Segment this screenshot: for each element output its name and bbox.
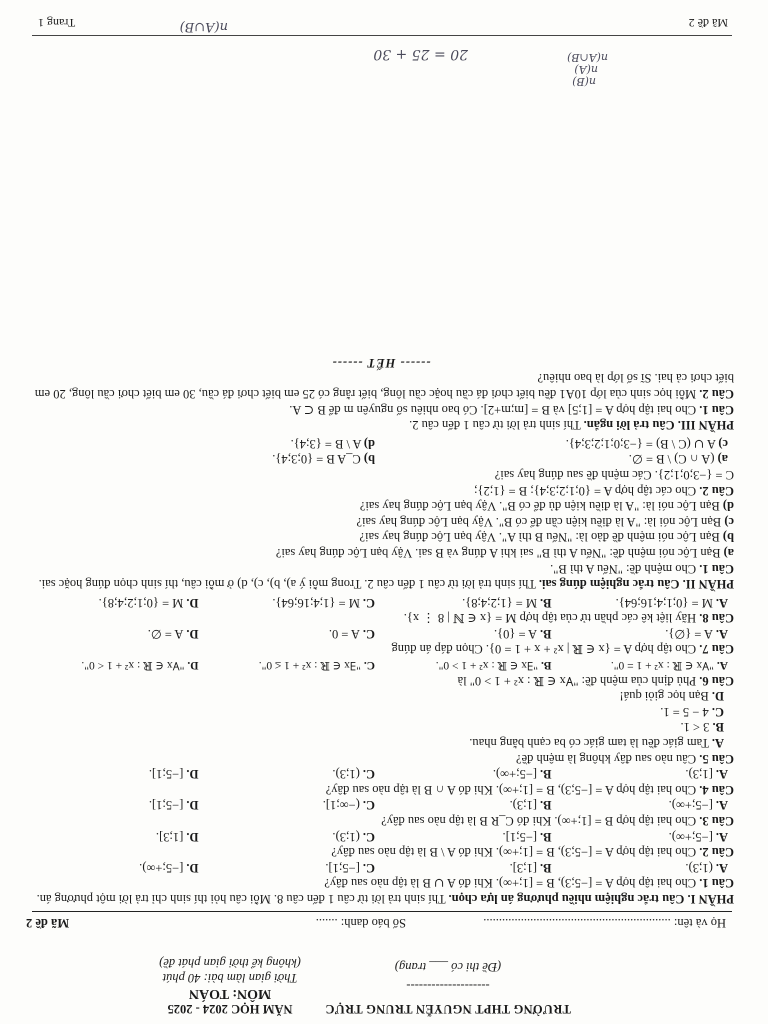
q4-option-c: (1;3).: [332, 767, 360, 782]
q8-option-b: M = {1;2;4;8}.: [462, 595, 538, 610]
part3-intro: Thí sinh trả lời từ câu 1 đến câu 2.: [409, 418, 581, 433]
q5-option-c-row: C. 4 − 5 = 1.: [660, 704, 724, 719]
end-text: HẾT: [366, 355, 396, 370]
q3-option-c: (−∞;1].: [322, 798, 360, 813]
p2-q1-b-row: b) Bạn Lộc nói mệnh đề đảo là: "Nếu B thì A". Vậy bạn Lộc đúng hay sai?: [359, 530, 734, 545]
pages-note: (Đề thi có ___ trang): [394, 960, 502, 974]
p2-q1-c: Bạn Lộc nói là: "A là điều kiện cần để có B". Vậy bạn Lộc đúng hay sai?: [356, 514, 722, 529]
q3-option-d: [−5;1].: [148, 798, 184, 813]
header-divider: [32, 911, 732, 912]
q8-label: Câu 8.: [699, 611, 734, 626]
p2-q2-a: (A ∩ C) \ B = ∅.: [628, 452, 715, 467]
handwritten-note-1: n(A∪B): [179, 19, 228, 34]
exam-time-note: (không kể thời gian phát đề): [159, 956, 301, 970]
q1-option-d: [−5;+∞).: [139, 860, 184, 875]
q2-text: Cho hai tập hợp A = [−5;3), B = [1;+∞). Khi đó A \ B là tập nào sau đây?: [331, 845, 697, 860]
q6-option-a: "∀x ∈ ℝ : x² + 1 = 0".: [610, 659, 714, 672]
q3-label: Câu 3.: [699, 814, 734, 829]
q3-text: Cho hai tập hợp B = [1;+∞). Khi đó C_R B là tập nào sau đây?: [381, 814, 697, 829]
p2-q2-c: A ∪ (C \ B) = {−3;0;1;2;3;4}.: [565, 436, 716, 451]
q4-options: A.[1;3). B.[−5;+∞). C.(1;3). D.[−5;1].: [148, 767, 728, 782]
exam-body: [28, 354, 734, 906]
q4-option-b: [−5;+∞).: [492, 767, 538, 782]
q3-option-a: [−5;+∞).: [668, 798, 713, 813]
q6-options: A."∀x ∈ ℝ : x² + 1 = 0". B."∃x ∈ ℝ : x² + 1 > 0". C."∃x ∈ ℝ : x² + 1 ≤ 0". D."∀x ∈ ℝ : x² + 1 < 0".: [81, 659, 728, 672]
q5-option-b: 3 < 1.: [680, 720, 710, 735]
q4-label: Câu 4.: [699, 782, 734, 797]
q1-label: Câu 1.: [699, 876, 734, 891]
q5-text: Câu nào sau đây không là mệnh đề?: [515, 751, 697, 766]
header-dashes: --------------------: [406, 979, 490, 993]
footer-page-number: Trang 1: [38, 16, 76, 30]
exam-code: Mã đề 2: [26, 916, 70, 930]
q7-option-d: A = ∅.: [147, 626, 184, 641]
handwritten-note-2: n(A): [574, 63, 598, 76]
q5-option-d: Bạn học giỏi quá!: [619, 689, 709, 704]
q8-options: A.M = {0;1;4;16;64}. B.M = {1;2;4;8}. C.M = {1;4;16;64}. D.M = {0;1;2;4;8}.: [98, 595, 728, 610]
p3-q1-label: Câu 1.: [699, 402, 734, 417]
q5-option-a: Tam giác đều là tam giác có ba cạnh bằng nhau.: [469, 736, 709, 751]
p2-q2-ab-row: a) (A ∩ C) \ B = ∅. b) C_A B = {0;3;4}.: [272, 452, 728, 467]
p2-q1-a-row: a) Bạn Lộc nói mệnh đề: "Nếu A thì B" sai khi A đúng và B sai. Vậy bạn Lộc đúng hay sai?: [275, 545, 734, 560]
q2-option-b: [−5;1].: [502, 829, 538, 844]
q2-option-c: (1;3).: [332, 829, 360, 844]
q8-option-c: M = {1;4;16;64}.: [272, 595, 360, 610]
q5-option-c: 4 − 5 = 1.: [660, 704, 709, 719]
q6-text: Phủ định của mệnh đề: "∀x ∈ ℝ : x² + 1 > 0" là: [457, 673, 697, 688]
school-year: NĂM HỌC 2024 - 2025: [167, 1002, 293, 1016]
q7-label: Câu 7.: [699, 642, 734, 657]
q7-options: A.A = {∅}. B.A = {0}. C.A = 0. D.A = ∅.: [147, 626, 728, 641]
part1-intro: Thí sinh trả lời từ câu 1 đến câu 8. Mỗi câu hỏi thí sinh chỉ trả lời một phương án.: [36, 892, 446, 906]
q6-label: Câu 6.: [699, 673, 734, 688]
p2-q2-text2: C = {−3;0;1;2}. Các mệnh đề sau đúng hay sai?: [494, 467, 734, 482]
p2-q1-b: Bạn Lộc nói mệnh đề đảo là: "Nếu B thì A". Vậy bạn Lộc đúng hay sai?: [359, 530, 720, 545]
p2-q2-b: C_A B = {0;3;4}.: [272, 452, 361, 467]
school-name: TRƯỜNG THPT NGUYỄN TRUNG TRỰC: [325, 1002, 571, 1016]
q7-option-c: A = 0.: [328, 626, 360, 641]
part1-title: PHẦN I. Câu trắc nghiệm nhiều phương án lựa chọn.: [448, 892, 734, 906]
handwritten-note-4: n(A∩B): [567, 51, 608, 64]
subject: MÔN: TOÁN: [188, 986, 272, 1001]
q1-option-a: (1;3).: [685, 860, 713, 875]
q7-option-a: A = {∅}.: [665, 626, 713, 641]
q5-option-a-row: A. Tam giác đều là tam giác có ba cạnh bằng nhau.: [469, 736, 724, 751]
q3-options: A.[−5;+∞). B.[1;3). C.(−∞;1]. D.[−5;1].: [148, 798, 728, 813]
handwritten-note-5: 20 = 25 + 30: [373, 46, 468, 62]
q4-text: Cho hai tập hợp A = [−5;3), B = [1;+∞). Khi đó A ∩ B là tập nào sau đây?: [325, 782, 697, 797]
p2-q1-c-row: c) Bạn Lộc nói là: "A là điều kiện cần để có B". Vậy bạn Lộc đúng hay sai?: [356, 514, 734, 529]
exam-time: Thời gian làm bài: 40 phút: [162, 971, 298, 985]
q1-options: A.(1;3). B.[1;3]. C.[−5;1]. D.[−5;+∞).: [139, 860, 728, 875]
handwritten-note-3: n(B): [572, 75, 596, 88]
part2-title: PHẦN II. Câu trắc nghiệm đúng sai.: [538, 577, 734, 592]
q5-label: Câu 5.: [699, 751, 734, 766]
q2-option-d: [1;3].: [155, 829, 184, 844]
p2-q2-cd-row: c) A ∪ (C \ B) = {−3;0;1;2;3;4}. d) A \ B = {3;4}.: [290, 436, 728, 451]
q4-option-a: [1;3).: [685, 767, 713, 782]
p2-q2-d: A \ B = {3;4}.: [290, 436, 362, 451]
q7-option-b: A = {0}.: [494, 626, 538, 641]
q8-option-a: M = {0;1;4;16;64}.: [615, 595, 713, 610]
p2-q2-label: Câu 2.: [699, 483, 734, 498]
p2-q1-d-row: d) Bạn Lộc nói là: "A là điều kiện đủ để có B". Vậy bạn Lộc đúng hay sai?: [359, 499, 734, 514]
q8-option-d: M = {0;1;2;4;8}.: [98, 595, 184, 610]
q8-text: Hãy liệt kê các phần tử của tập hợp M = {x ∈ ℕ | 8 ⋮ x}.: [403, 611, 697, 626]
q3-option-b: [1;3).: [509, 798, 538, 813]
q2-label: Câu 2.: [699, 845, 734, 860]
q6-option-d: "∀x ∈ ℝ : x² + 1 < 0".: [81, 659, 185, 672]
student-name-field: Họ và tên: ............................................................: [483, 916, 726, 930]
p3-q2-text: Mỗi học sinh của lớp 10A1 đều biết chơi đá cầu hoặc cầu lông, biết rằng có 25 em biết chơi đá cầu, 30 em biết chơi cầu lông, 20 em biết chơi cả hai. Sĩ số lớp là bao nhiêu?: [34, 371, 734, 401]
end-marker: ------ HẾT ------: [331, 355, 431, 370]
q1-text: Cho hai tập hợp A = [−5;3), B = [1;+∞). Khi đó A ∪ B là tập nào sau đây?: [324, 876, 697, 891]
q7-text: Cho tập hợp A = {x ∈ ℝ | x² + x + 1 = 0}. Chọn đáp án đúng: [391, 642, 697, 657]
q4-option-d: [−5;1].: [148, 767, 184, 782]
q2-options: A.[−5;+∞). B.[−5;1]. C.(1;3). D.[1;3].: [155, 829, 728, 844]
exam-info-block: [110, 955, 350, 1016]
p2-q2-text: Cho các tập hợp A = {0;1;2;3;4}; B = {1;2};: [474, 483, 697, 498]
part3-title: PHẦN III. Câu trả lời ngắn.: [583, 418, 734, 433]
q2-option-a: [−5;+∞).: [668, 829, 713, 844]
part2-intro: Thí sinh trả lời từ câu 1 đến câu 2. Trong mỗi ý a), b), c), d) ở mỗi câu, thí sinh chọn đúng hoặc sai.: [38, 577, 536, 592]
q1-option-c: [−5;1].: [325, 860, 360, 875]
q6-option-b: "∃x ∈ ℝ : x² + 1 > 0".: [435, 659, 538, 672]
p3-q1-text: Cho hai tập hợp A = [1;5] và B = [m;m+2]. Có bao nhiêu số nguyên m để B ⊂ A.: [289, 402, 697, 417]
q6-option-c: "∃x ∈ ℝ : x² + 1 ≤ 0".: [258, 659, 361, 672]
p2-q1-text: Cho mệnh đề: "Nếu A thì B".: [550, 561, 697, 576]
q1-option-b: [1;3].: [509, 860, 538, 875]
p3-q2-label: Câu 2.: [699, 387, 734, 401]
candidate-number-field: Số báo danh: .......: [315, 916, 406, 930]
footer-divider: [32, 35, 732, 36]
q5-option-b-row: B. 3 < 1.: [680, 720, 724, 735]
q5-option-d-row: D. Bạn học giỏi quá!: [619, 689, 724, 704]
p2-q1-label: Câu 1.: [699, 561, 734, 576]
p2-q1-d: Bạn Lộc nói là: "A là điều kiện đủ để có B". Vậy bạn Lộc đúng hay sai?: [359, 499, 720, 514]
p2-q1-a: Bạn Lộc nói mệnh đề: "Nếu A thì B" sai khi A đúng và B sai. Vậy bạn Lộc đúng hay sai?: [275, 545, 721, 560]
footer-exam-code: Mã đề 2: [688, 16, 728, 30]
